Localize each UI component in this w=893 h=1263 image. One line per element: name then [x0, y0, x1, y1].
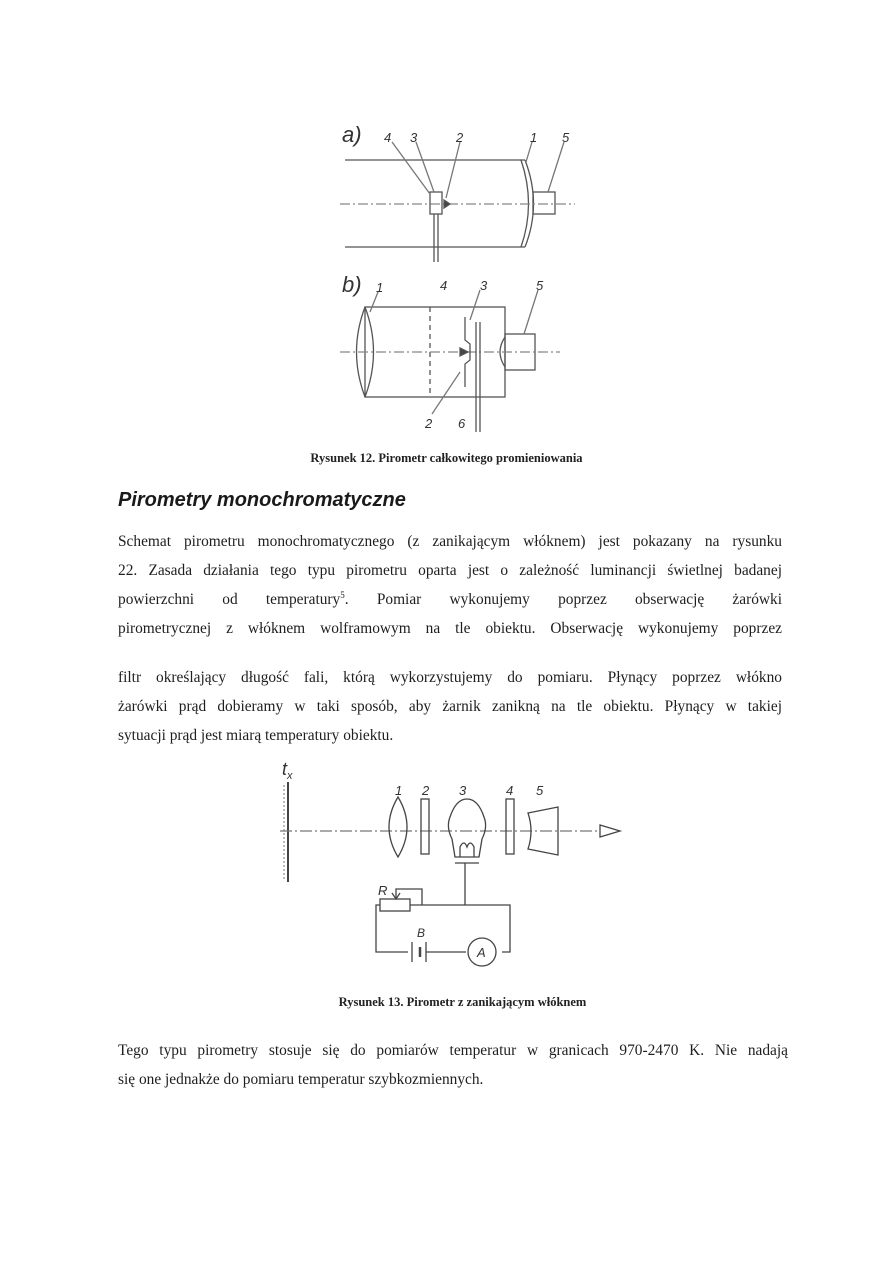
paragraph-2-line-1: filtr określający długość fali, którą wykorzystujemy do pomiaru. Płynący poprzez włókno — [118, 669, 782, 686]
fig13-label-4: 4 — [506, 783, 514, 798]
filter-2 — [421, 799, 429, 854]
paragraph-1-line-4: pirometrycznej z włóknem wolframowym na tle obiektu. Obserwację wykonujemy poprzez — [118, 620, 782, 637]
paragraph-1-line-1: Schemat pirometru monochromatycznego (z zanikającym włóknem) jest pokazany na rysunku — [118, 533, 782, 550]
fig12b-label-5: 5 — [536, 278, 544, 293]
fig12b-label-1: 1 — [376, 280, 384, 295]
resistor-r — [380, 899, 410, 911]
paragraph-1 — [118, 527, 782, 643]
figure-13-diagram — [270, 757, 650, 982]
panel-b-label: b) — [342, 272, 362, 297]
fig12a-label-3: 3 — [410, 130, 418, 145]
fig13-label-2: 2 — [422, 783, 430, 798]
fig12b-label-3: 3 — [480, 278, 488, 293]
battery-label: B — [417, 926, 426, 940]
fig12b-label-2: 2 — [425, 416, 433, 431]
paragraph-2-line-2: żarówki prąd dobieramy w taki sposób, aby żarnik zanikną na tle obiektu. Płynący w takiej — [118, 698, 782, 715]
paragraph-3 — [118, 1036, 788, 1094]
figure-12-caption: Rysunek 12. Pirometr całkowitego promieniowania — [310, 451, 583, 465]
figure-12-diagram — [320, 112, 590, 437]
panel-a-label: a) — [342, 122, 362, 147]
filter-4 — [506, 799, 514, 854]
paragraph-1-line-3b: . Pomiar wykonujemy poprzez obserwację żarówki — [344, 591, 782, 608]
paragraph-2 — [118, 663, 782, 750]
fig12a-label-1: 1 — [530, 130, 538, 145]
paragraph-2-line-3: sytuacji prąd jest miarą temperatury obiektu. — [118, 727, 394, 744]
tx-label: $t_x$ — [282, 759, 293, 782]
paragraph-1-line-3a: powierzchni od temperatury — [118, 591, 341, 608]
fig13-label-3: 3 — [459, 783, 467, 798]
thermocouple-a — [430, 192, 442, 214]
ammeter-label: A — [477, 945, 486, 960]
fig12b-label-4: 4 — [440, 278, 448, 293]
footnote-ref-5[interactable]: 5 — [340, 589, 345, 600]
paragraph-3-line-2: się one jednakże do pomiaru temperatur szybkozmiennych. — [118, 1071, 484, 1088]
figure-13-caption: Rysunek 13. Pirometr z zanikającym włóknem — [338, 995, 587, 1009]
eyepiece-a — [533, 192, 555, 214]
fig13-label-5: 5 — [536, 783, 544, 798]
fig12a-label-5: 5 — [562, 130, 570, 145]
paragraph-1-line-3 — [118, 585, 782, 614]
paragraph-1-line-2: 22. Zasada działania tego typu pirometru oparta jest o zależność luminancji świetlnej badanej — [118, 562, 782, 579]
resistor-label: R — [378, 883, 388, 898]
lens-1 — [389, 797, 407, 857]
fig12b-label-6: 6 — [458, 416, 466, 431]
section-heading: Pirometry monochromatyczne — [118, 489, 406, 511]
fig12a-label-4: 4 — [384, 130, 392, 145]
fig12a-label-2: 2 — [456, 130, 464, 145]
paragraph-3-line-1: Tego typu pirometry stosuje się do pomiarów temperatur w granicach 970-2470 K. Nie nadają — [118, 1042, 788, 1059]
eye-marker — [600, 825, 620, 837]
fig13-label-1: 1 — [395, 783, 403, 798]
